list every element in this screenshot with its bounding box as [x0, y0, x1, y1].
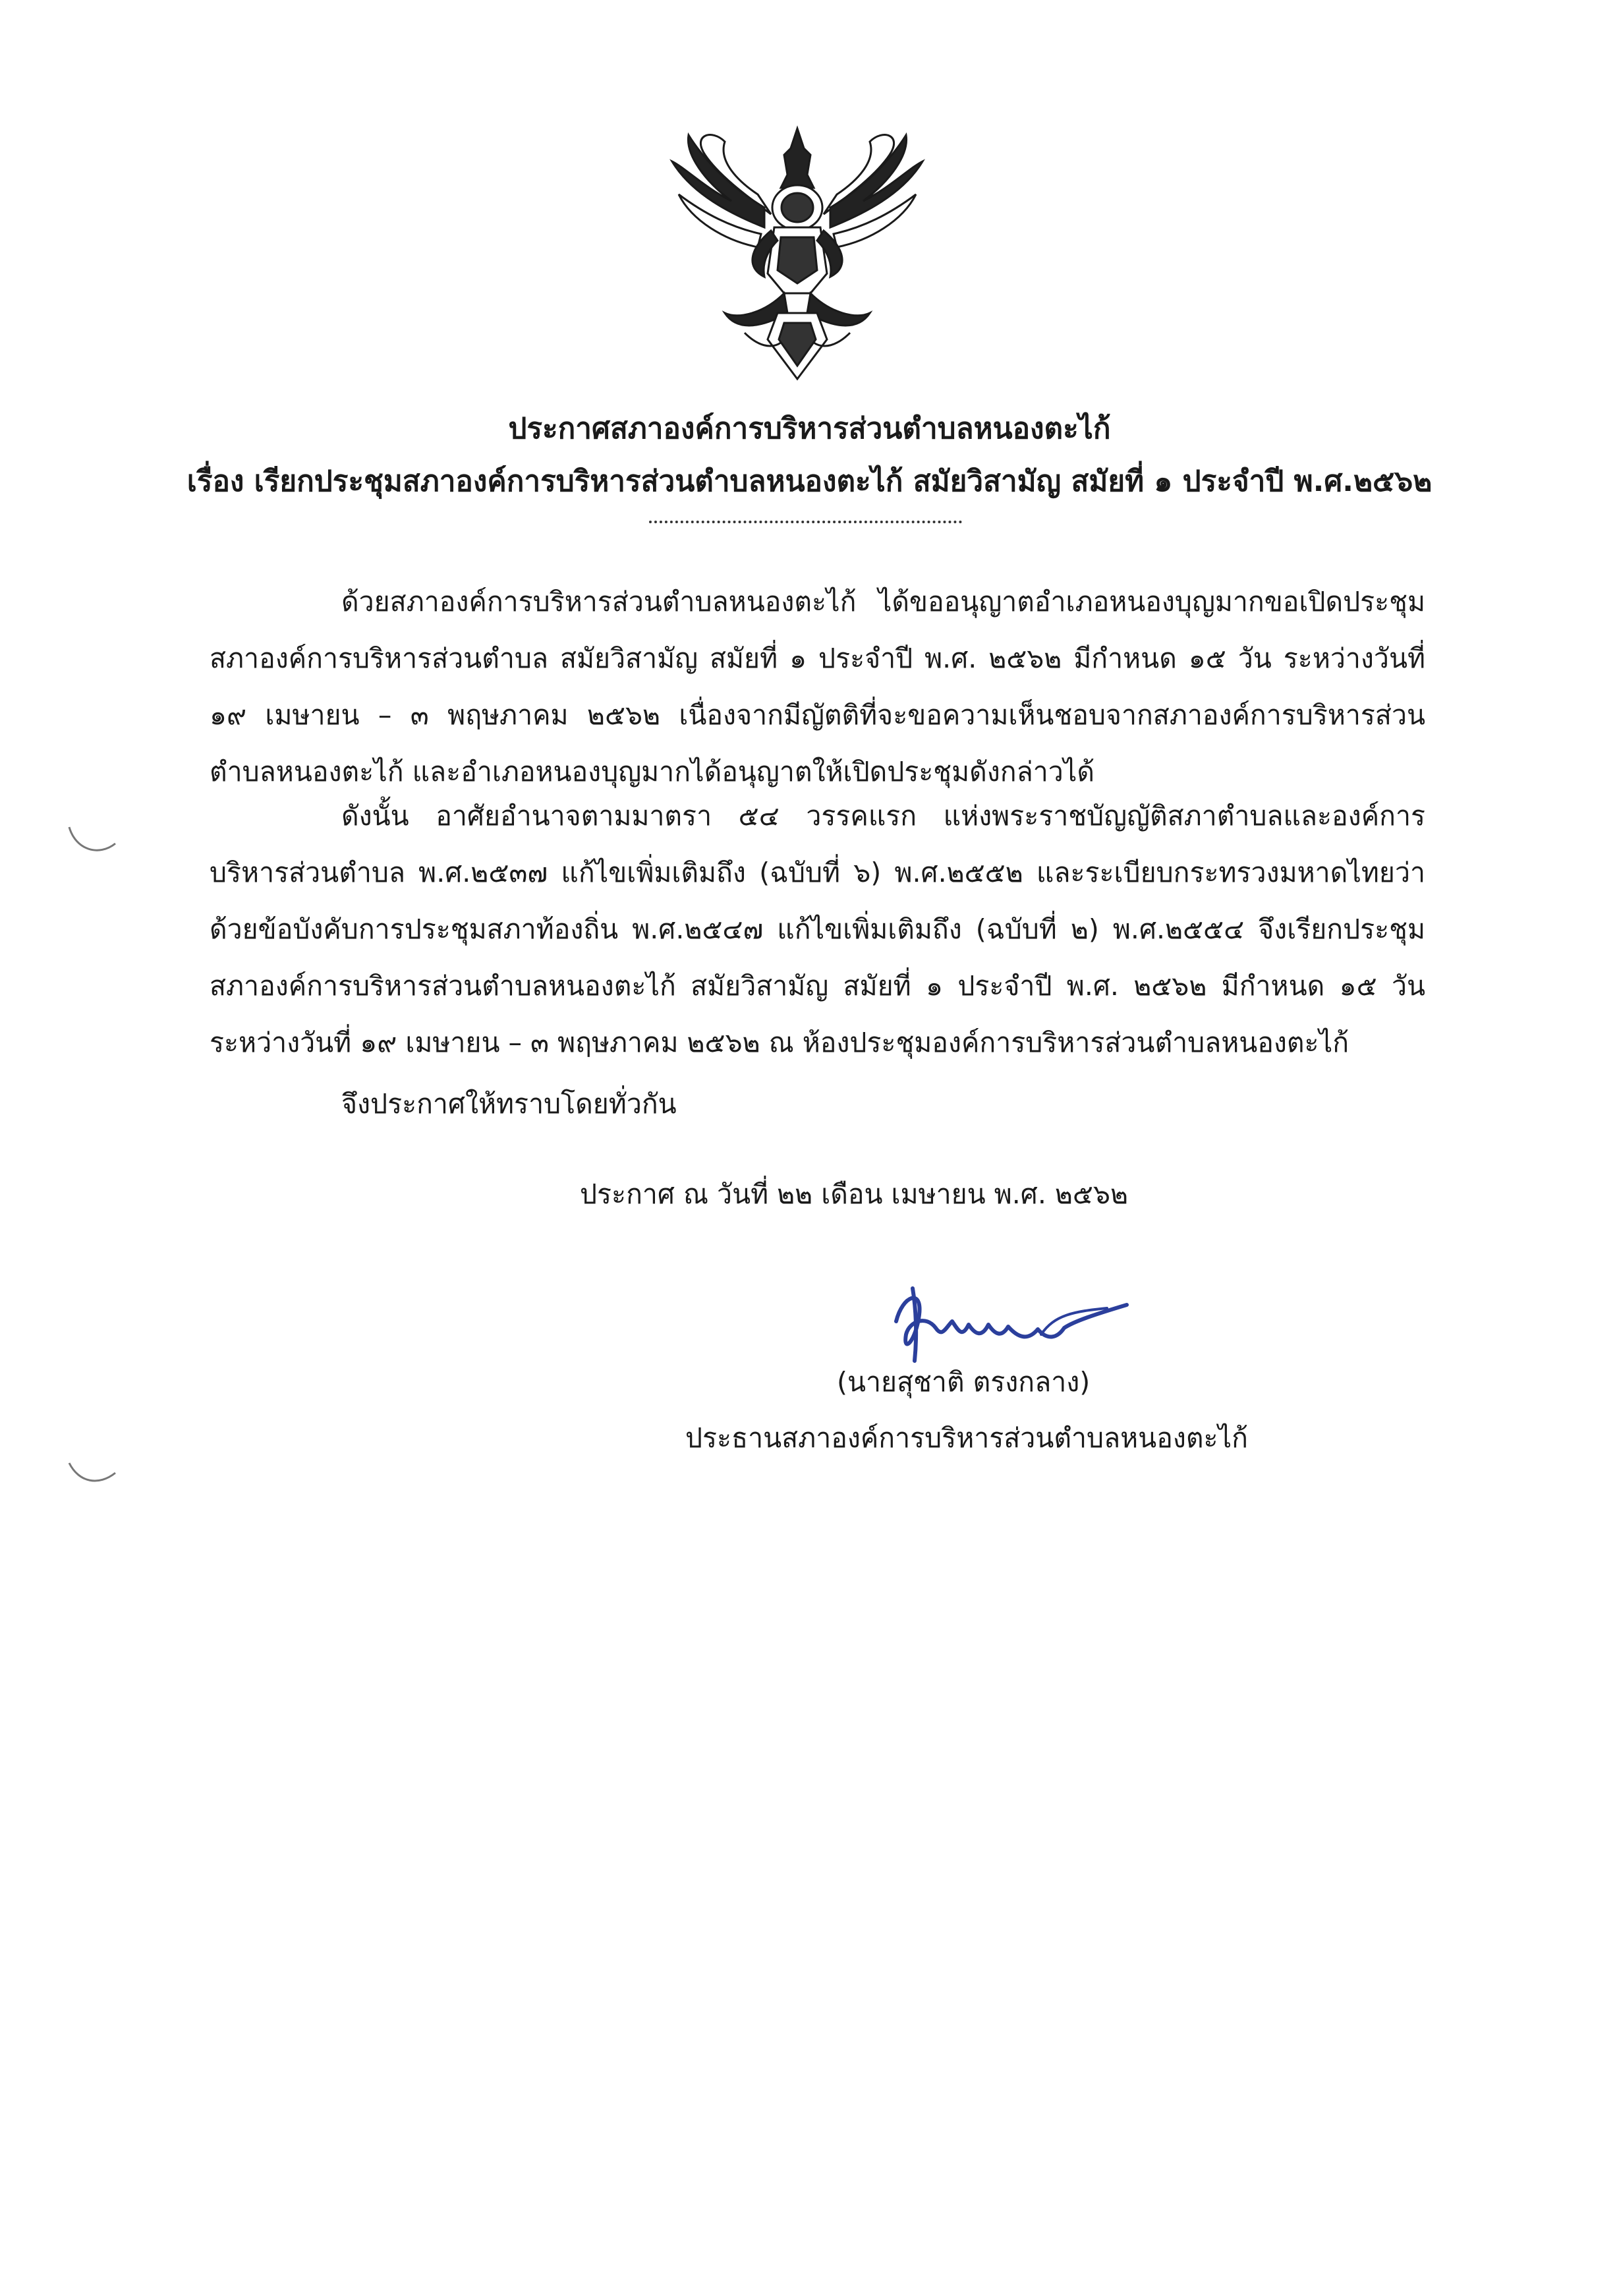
punch-hole-mark: [63, 1453, 122, 1493]
punch-hole-mark: [63, 820, 122, 860]
announcement-date: ประกาศ ณ วันที่ ๒๒ เดือน เมษายน พ.ศ. ๒๕๖๒: [580, 1178, 1128, 1210]
document-subject: เรื่อง เรียกประชุมสภาองค์การบริหารส่วนตำบลหนองตะไก้ สมัยวิสามัญ สมัยที่ ๑ ประจำปี พ.ศ.๒๕๖๒: [186, 465, 1433, 498]
signature-icon: [876, 1275, 1140, 1367]
garuda-emblem-icon: [666, 115, 929, 386]
body-paragraph-3: จึงประกาศให้ทราบโดยทั่วกัน: [341, 1088, 677, 1120]
title-divider: [649, 521, 962, 523]
body-paragraph-2: ดังนั้น อาศัยอำนาจตามมาตรา ๕๔ วรรคแรก แห่งพระราชบัญญัติสภาตำบลและองค์การบริหารส่วนตำบล พ.ศ.๒๕๓๗ แก้ไขเพิ่มเติมถึง (ฉบับที่ ๖) พ.ศ.๒๕๕๒ และระเบียบกระทรวงมหาดไทยว่าด้วยข้อบังคับการประชุมสภาท้องถิ่น พ.ศ.๒๕๔๗ แก้ไขเพิ่มเติมถึง (ฉบับที่ ๒) พ.ศ.๒๕๕๔ จึงเรียกประชุมสภาองค์การบริหารส่วนตำบลหนองตะไก้ สมัยวิสามัญ สมัยที่ ๑ ประจำปี พ.ศ. ๒๕๖๒ มีกำหนด ๑๕ วัน ระหว่างวันที่ ๑๙ เมษายน – ๓ พฤษภาคม ๒๕๖๒ ณ ห้องประชุมองค์การบริหารส่วนตำบลหนองตะไก้: [210, 800, 1425, 1058]
signatory-position: ประธานสภาองค์การบริหารส่วนตำบลหนองตะไก้: [685, 1422, 1248, 1454]
signatory-name: (นายสุชาติ ตรงกลาง): [837, 1366, 1091, 1398]
document-title: ประกาศสภาองค์การบริหารส่วนตำบลหนองตะไก้: [508, 412, 1111, 445]
body-paragraph-1: ด้วยสภาองค์การบริหารส่วนตำบลหนองตะไก้ ได้ขออนุญาตอำเภอหนองบุญมากขอเปิดประชุมสภาองค์การบริหารส่วนตำบล สมัยวิสามัญ สมัยที่ ๑ ประจำปี พ.ศ. ๒๕๖๒ มีกำหนด ๑๕ วัน ระหว่างวันที่ ๑๙ เมษายน – ๓ พฤษภาคม ๒๕๖๒ เนื่องจากมีญัตติที่จะขอความเห็นชอบจากสภาองค์การบริหารส่วนตำบลหนองตะไก้ และอำเภอหนองบุญมากได้อนุญาตให้เปิดประชุมดังกล่าวได้: [210, 586, 1425, 788]
